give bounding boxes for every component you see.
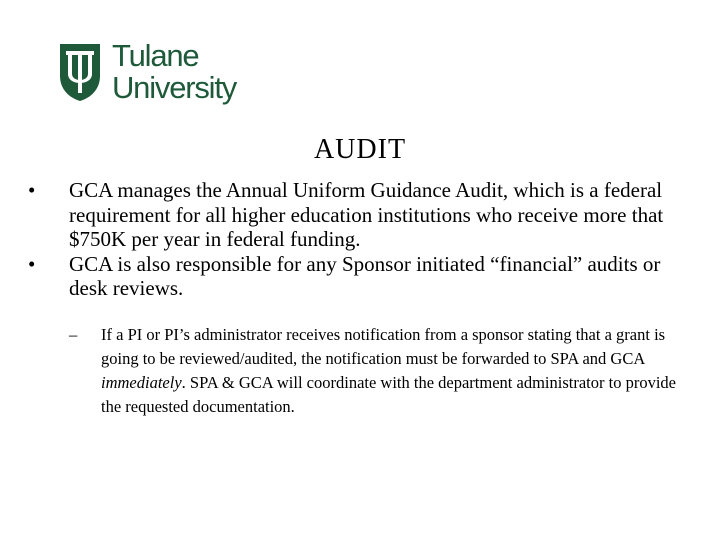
sub-bullet-text-end: . SPA & GCA will coordinate with the department administrator to provide the requested documentation. [101,372,676,416]
sub-bullet-marker: – [69,324,78,344]
tulane-logo [58,40,248,106]
slide-title-text: AUDIT [313,134,407,165]
tulane-shield-icon [58,42,102,102]
logo-line-2: University [112,70,237,105]
bullet-text: GCA is also responsible for any Sponsor initiated “financial” audits or desk reviews. [69,251,661,300]
bullet-item [28,178,688,252]
slide-title [0,134,720,166]
bullet-marker: • [28,251,36,276]
bullet-text: GCA manages the Annual Uniform Guidance Audit, which is a federal requirement for all higher education institutions who receive more that $750K per year in federal funding. [69,178,664,251]
logo-line-1: Tulane [112,38,199,73]
sub-bullet-text-start: If a PI or PI’s administrator receives notification from a sponsor stating that a grant is going to be reviewed/audited, the notification must be forwarded to SPA and GCA [101,324,666,368]
sub-bullet-emphasis: immediately [101,372,182,392]
bullet-item [28,252,688,419]
sub-bullet-item [69,323,688,419]
logo-wordmark [112,40,236,104]
bullet-marker: • [28,178,36,202]
bullet-list [28,178,688,419]
sub-bullet-list [69,323,688,419]
